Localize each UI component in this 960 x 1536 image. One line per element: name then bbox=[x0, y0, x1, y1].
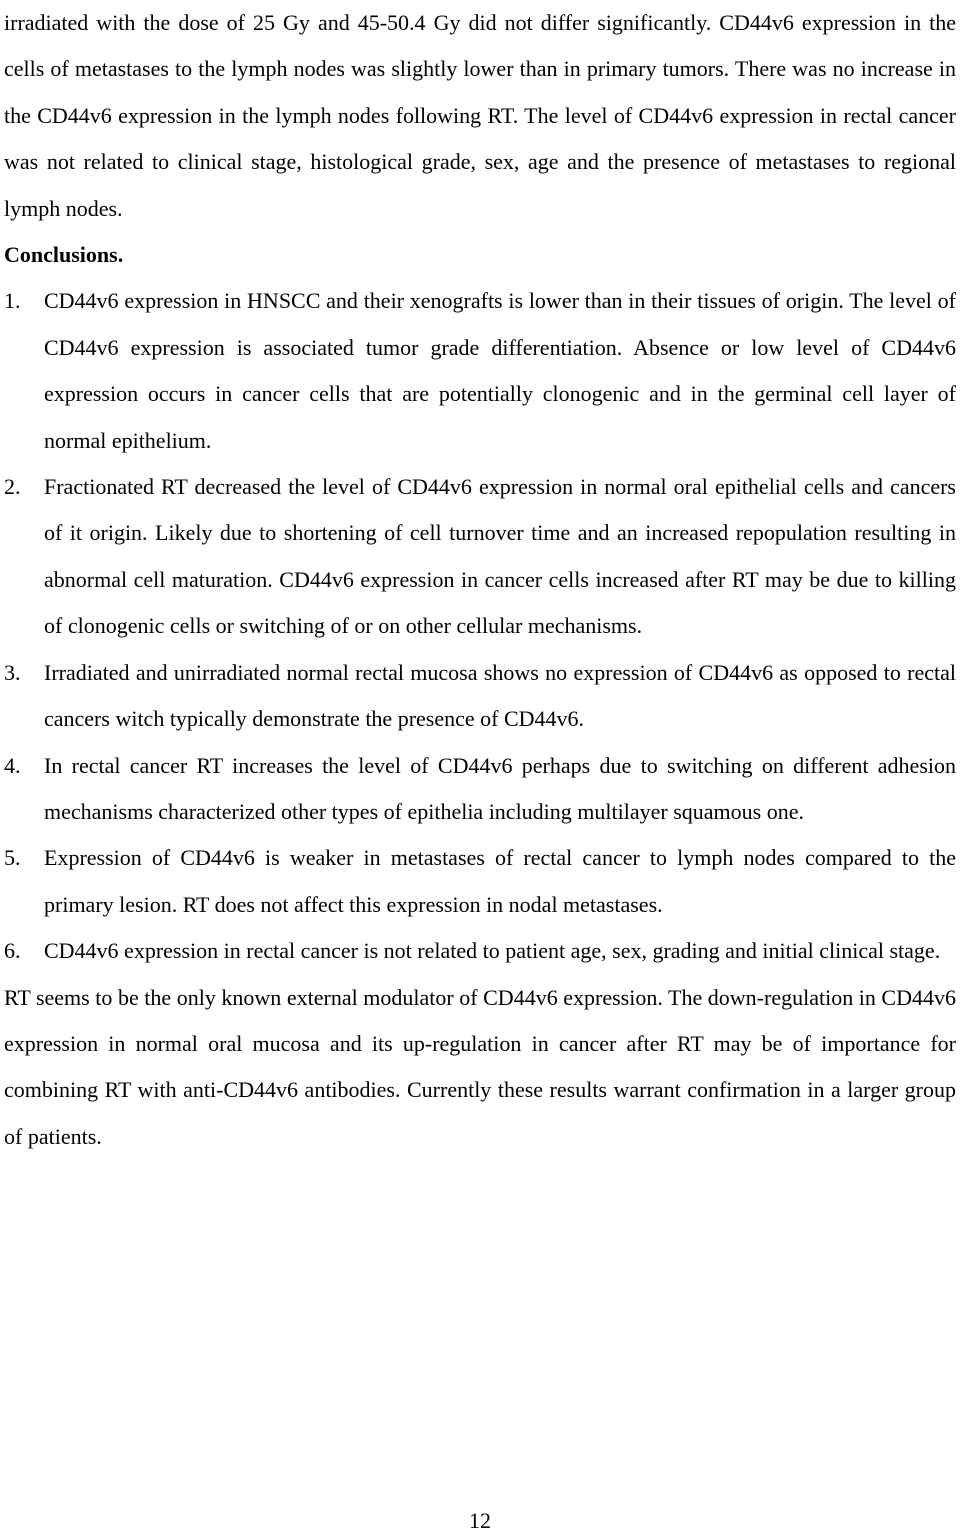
conclusion-number: 6. bbox=[4, 938, 21, 964]
intro-paragraph: irradiated with the dose of 25 Gy and 45-50.4 Gy did not differ significantly. CD44v6 expression in the cells of metastases to the lymph nodes was slightly lower than in primary tumors. There was no increase in the CD44v6 expression in the lymph nodes following RT. The level of CD44v6 expression in rectal cancer was not related to clinical stage, histological grade, sex, age and the presence of metastases to regional lymph nodes. bbox=[4, 10, 956, 221]
conclusion-text: Expression of CD44v6 is weaker in metastases of rectal cancer to lymph nodes compared to the primary lesion. RT does not affect this expression in nodal metastases. bbox=[44, 845, 956, 917]
conclusions-heading: Conclusions. bbox=[4, 242, 124, 268]
page-number: 12 bbox=[469, 1508, 491, 1533]
conclusion-number: 1. bbox=[4, 288, 21, 314]
conclusion-number: 2. bbox=[4, 474, 21, 500]
conclusion-text: Irradiated and unirradiated normal rectal mucosa shows no expression of CD44v6 as opposed to rectal cancers witch typically demonstrate the presence of CD44v6. bbox=[44, 659, 956, 732]
page-body bbox=[4, 0, 956, 1160]
conclusion-text: CD44v6 expression in HNSCC and their xenografts is lower than in their tissues of origin. The level of CD44v6 expression is associated tumor grade differentiation. Absence or low level of CD44v6 expression occurs in cancer cells that are potentially clonogenic and in the germinal cell layer of normal epithelium. bbox=[44, 288, 956, 453]
conclusion-item bbox=[4, 928, 956, 974]
conclusion-number: 3. bbox=[4, 659, 21, 685]
conclusion-item bbox=[4, 650, 956, 743]
conclusion-item bbox=[4, 278, 956, 464]
conclusion-item bbox=[4, 743, 956, 836]
conclusion-text: In rectal cancer RT increases the level of CD44v6 perhaps due to switching on different adhesion mechanisms characterized other types of epithelia including multilayer squamous one. bbox=[44, 752, 956, 824]
conclusion-number: 4. bbox=[4, 752, 21, 778]
conclusion-item bbox=[4, 835, 956, 928]
conclusion-text: CD44v6 expression in rectal cancer is not related to patient age, sex, grading and initial clinical stage. bbox=[44, 938, 941, 964]
conclusion-item bbox=[4, 464, 956, 650]
conclusions-list bbox=[4, 278, 956, 974]
closing-paragraph: RT seems to be the only known external modulator of CD44v6 expression. The down-regulation in CD44v6 expression in normal oral mucosa and its up-regulation in cancer after RT may be of importance for combining RT with anti-CD44v6 antibodies. Currently these results warrant confirmation in a larger group of patients. bbox=[4, 984, 956, 1149]
conclusion-text: Fractionated RT decreased the level of CD44v6 expression in normal oral epithelial cells and cancers of it origin. Likely due to shortening of cell turnover time and an increased repopulation resulting in abnormal cell maturation. CD44v6 expression in cancer cells increased after RT may be due to killing of clonogenic cells or switching of or on other cellular mechanisms. bbox=[44, 474, 956, 639]
conclusion-number: 5. bbox=[4, 845, 21, 871]
